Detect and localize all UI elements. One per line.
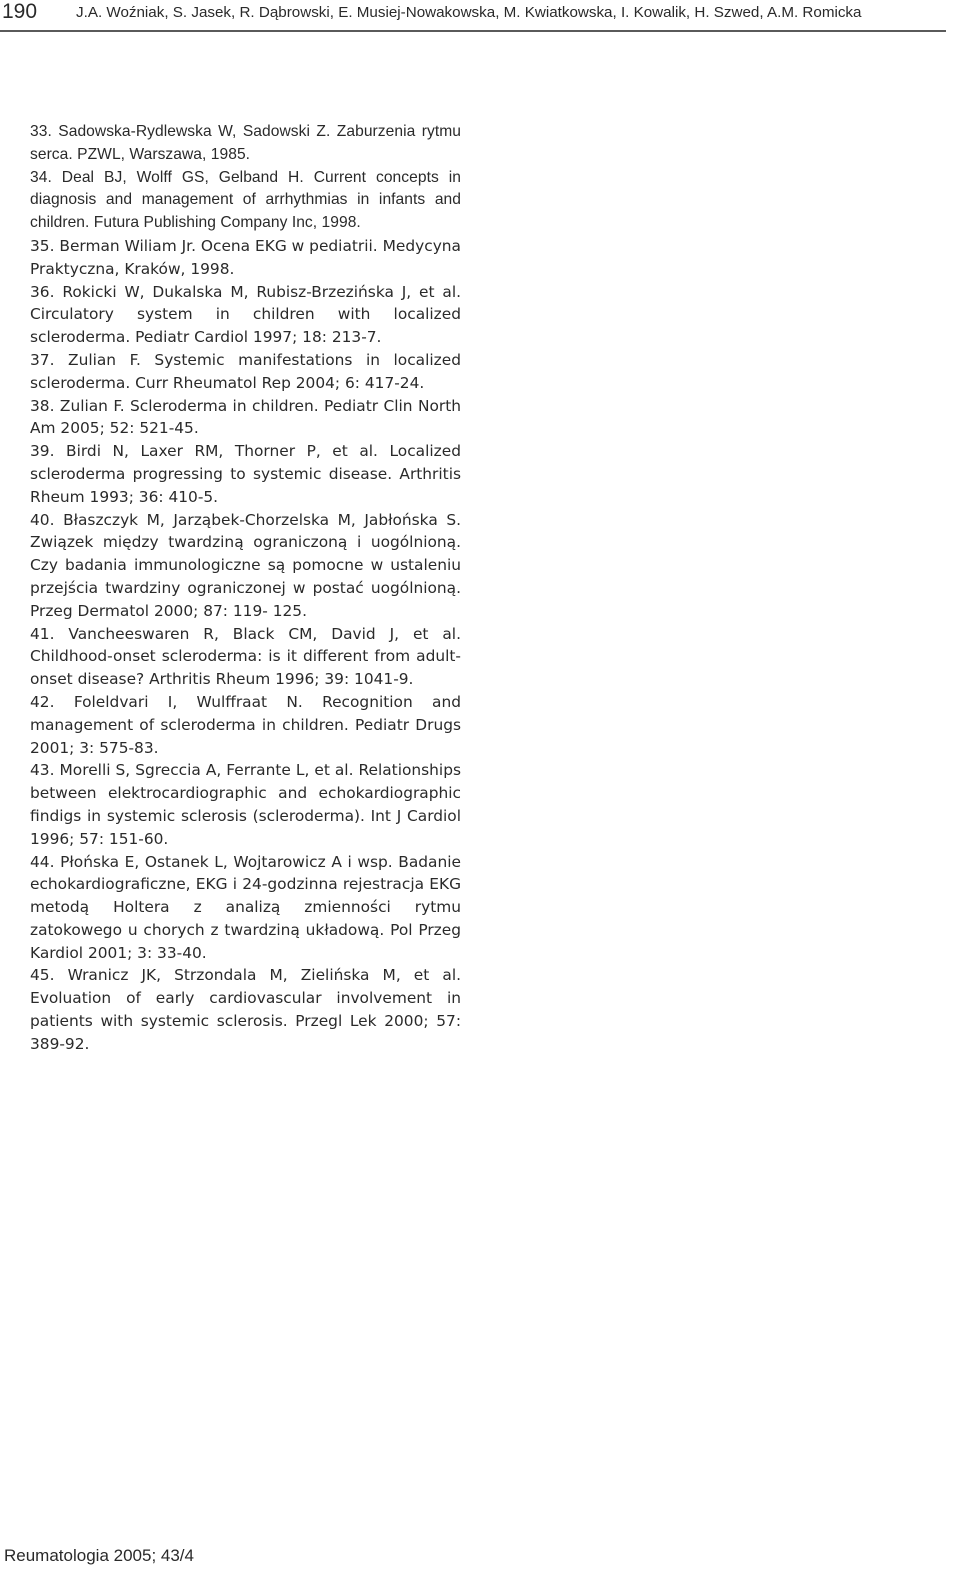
journal-footer: Reumatologia 2005; 43/4 [4, 1546, 194, 1565]
reference-number: 40. [30, 510, 55, 529]
reference-number: 42. [30, 692, 55, 711]
reference-number: 36. [30, 282, 55, 301]
reference-number: 39. [30, 442, 55, 461]
reference-number: 33. [30, 123, 52, 140]
reference-item [30, 349, 461, 395]
reference-number: 35. [30, 236, 55, 255]
reference-item [30, 235, 461, 281]
reference-number: 43. [30, 761, 55, 780]
running-header-authors: J.A. Woźniak, S. Jasek, R. Dąbrowski, E. Musiej-Nowakowska, M. Kwiatkowska, I. Kowalik, H. Szwed, A.M. Romicka [76, 4, 862, 21]
reference-text: 45. Wranicz JK, Strzondala M, Zielińska M, et al. Evoluation of early cardiovascular involvement in patients with systemic sclerosis. Przegl Lek 2000; 57: 389-92. [30, 966, 461, 1053]
reference-item [30, 281, 461, 349]
reference-text: 40. Błaszczyk M, Jarząbek-Chorzelska M, Jabłońska S. Związek między twardziną ograniczoną i uogólnioną. Czy badania immunologiczne są pomocne w ustaleniu przejścia twardziny ograniczonej w postać uogólnioną. Przeg Dermatol 2000; 87: 119- 125. [30, 510, 461, 620]
reference-item [30, 121, 461, 167]
reference-item [30, 509, 461, 623]
reference-list [30, 121, 461, 1056]
reference-number: 34. [30, 168, 52, 186]
reference-number: 41. [30, 624, 55, 643]
reference-text: 38. Zulian F. Scleroderma in children. Pediatr Clin North Am 2005; 52: 521-45. [30, 396, 461, 438]
running-header [0, 0, 946, 32]
page-number: 190 [2, 0, 38, 23]
reference-text: 41. Vancheeswaren R, Black CM, David J, et al. Childhood-onset scleroderma: is it different from adult-onset disease? Arthritis Rheum 1996; 39: 1041-9. [30, 624, 461, 689]
reference-item [30, 759, 461, 850]
reference-item [30, 623, 461, 691]
reference-number: 38. [30, 396, 55, 415]
reference-item [30, 440, 461, 508]
reference-text: 39. Birdi N, Laxer RM, Thorner P, et al. Localized scleroderma progressing to systemic disease. Arthritis Rheum 1993; 36: 410-5. [30, 442, 461, 506]
reference-item [30, 395, 461, 441]
reference-number: 45. [30, 966, 55, 985]
reference-item [30, 964, 461, 1055]
reference-text: 35. Berman Wiliam Jr. Ocena EKG w pediatrii. Medycyna Praktyczna, Kraków, 1998. [30, 236, 461, 278]
reference-number: 44. [30, 852, 55, 871]
reference-text: 44. Płońska E, Ostanek L, Wojtarowicz A i wsp. Badanie echokardiograficzne, EKG i 24-godzinna rejestracja EKG metodą Holtera z analizą zmienności rytmu zatokowego u chorych z twardziną układową. Pol Przeg Kardiol 2001; 3: 33-40. [30, 852, 461, 962]
reference-text: 34. Deal BJ, Wolff GS, Gelband H. Current concepts in diagnosis and management of arrhythmias in infants and children. Futura Publishing Company Inc, 1998. [30, 168, 461, 232]
reference-text: 37. Zulian F. Systemic manifestations in localized scleroderma. Curr Rheumatol Rep 2004; 6: 417-24. [30, 350, 461, 392]
reference-text: 43. Morelli S, Sgreccia A, Ferrante L, et al. Relationships between elektrocardiographic and echokardiographic findigs in systemic sclerosis (scleroderma). Int J Cardiol 1996; 57: 151-60. [30, 761, 461, 848]
reference-item [30, 851, 461, 965]
reference-item [30, 167, 461, 235]
reference-number: 37. [30, 350, 55, 369]
reference-text: 42. Foleldvari I, Wulffraat N. Recognition and management of scleroderma in children. Pediatr Drugs 2001; 3: 575-83. [30, 692, 461, 757]
reference-text: 33. Sadowska-Rydlewska W, Sadowski Z. Zaburzenia rytmu serca. PZWL, Warszawa, 1985. [30, 123, 461, 163]
reference-text: 36. Rokicki W, Dukalska M, Rubisz-Brzezińska J, et al. Circulatory system in children with localized scleroderma. Pediatr Cardiol 1997; 18: 213-7. [30, 282, 461, 347]
reference-item [30, 691, 461, 759]
